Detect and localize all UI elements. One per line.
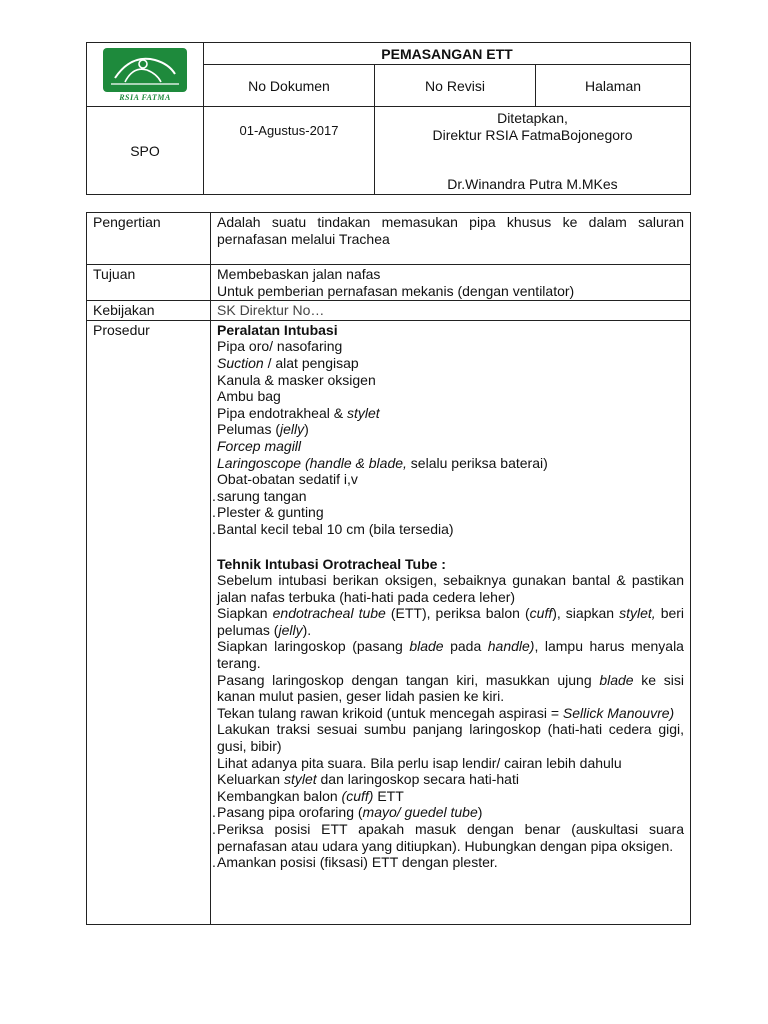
document-title: PEMASANGAN ETT [204,43,691,65]
list-item: Kanula & masker oksigen [217,371,376,388]
step-item: . Pasang pipa orofaring (mayo/ guedel tube) [217,804,684,821]
list-item: Pipa endotrakheal & stylet [217,404,380,421]
tujuan-item: Untuk pemberian pernafasan mekanis (dengan ventilator) [217,282,575,299]
list-item: Forcep magill [217,437,302,454]
document-date: 01-Agustus-2017 [204,107,375,195]
pengertian-text: Adalah suatu tindakan memasukan pipa khusus ke dalam saluran pernafasan melalui Trachea [211,213,691,265]
step-item: Kembangkan balon (cuff) ETT [217,787,404,804]
signer-name: Dr.Winandra Putra M.MKes [447,176,618,192]
no-revisi-header: No Revisi [375,65,536,107]
list-item: Ambu bag [217,388,281,405]
direktur-text: Direktur RSIA FatmaBojonegoro [432,127,633,143]
peralatan-title: Peralatan Intubasi [217,321,338,338]
list-item: Obat-obatan sedatif i,v [217,471,358,488]
list-item: Laringoscope (handle & blade, selalu periksa baterai) [217,454,548,471]
logo-cell [87,43,204,107]
procedure-table [86,212,691,925]
step-item: Lakukan traksi sesuai sumbu panjang laringoskop (hati-hati cedera gigi, gusi, bibir) [217,721,684,755]
list-item: Pelumas (jelly) [217,421,309,438]
prosedur-content [211,320,691,924]
tujuan-text [211,265,691,301]
logo-icon [103,48,187,92]
step-item: Keluarkan stylet dan laringoskop secara hati-hati [217,771,519,788]
list-item: . Bantal kecil tebal 10 cm (bila tersedia) [217,521,684,538]
header-table [86,42,691,195]
kebijakan-label: Kebijakan [87,301,211,321]
step-item: Lihat adanya pita suara. Bila perlu isap lendir/ cairan lebih dahulu [217,754,622,771]
hospital-logo [87,48,203,102]
step-item: Pasang laringoskop dengan tangan kiri, masukkan ujung blade ke sisi kanan mulut pasien, geser lidah pasien ke kiri. [217,671,684,705]
no-dokumen-header: No Dokumen [204,65,375,107]
step-item: Sebelum intubasi berikan oksigen, sebaiknya gunakan bantal & pastikan jalan nafas terbuka (hati-hati pada cedera leher) [217,572,684,605]
halaman-header: Halaman [536,65,691,107]
list-item: Pipa oro/ nasofaring [217,338,343,355]
logo-text: RSIA FATMA [119,92,171,102]
list-item: . Plester & gunting [217,504,684,521]
teknik-title: Tehnik Intubasi Orotracheal Tube : [217,555,446,572]
tujuan-label: Tujuan [87,265,211,301]
kebijakan-text: SK Direktur No… [211,301,691,321]
pengertian-label: Pengertian [87,213,211,265]
prosedur-label: Prosedur [87,320,211,924]
ditetapkan-text: Ditetapkan, [497,110,568,126]
step-item: . Amankan posisi (fiksasi) ETT dengan plester. [217,854,684,871]
tujuan-item: Membebaskan jalan nafas [217,266,381,282]
step-item: Siapkan laringoskop (pasang blade pada handle), lampu harus menyala terang. [217,638,684,672]
spo-label: SPO [87,107,204,195]
step-item: Tekan tulang rawan krikoid (untuk mencegah aspirasi = Sellick Manouvre) [217,704,675,721]
approval-cell [375,107,691,195]
step-item: . Periksa posisi ETT apakah masuk dengan benar (auskultasi suara pernafasan atau udara yang ditiupkan). Hubungkan dengan pipa oksigen. [217,821,684,854]
step-item: Siapkan endotracheal tube (ETT), periksa balon (cuff), siapkan stylet, beri pelumas (jelly). [217,605,685,638]
list-item: Suction / alat pengisap [217,354,359,371]
list-item: . sarung tangan [217,488,684,505]
